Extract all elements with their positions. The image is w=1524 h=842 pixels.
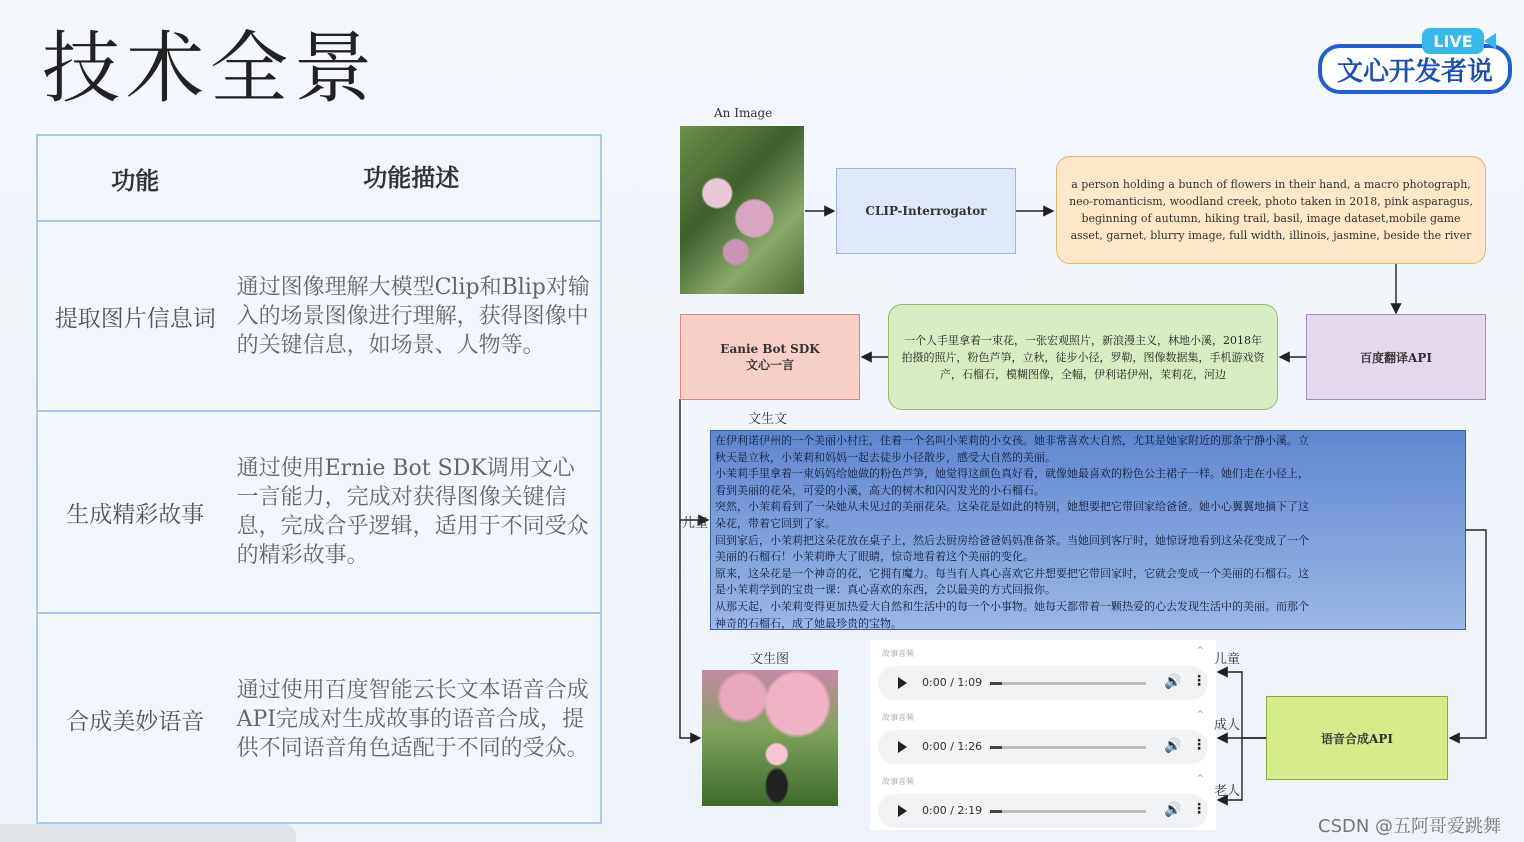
feature-description: 通过使用Ernie Bot SDK调用文心一言能力，完成对获得图像关键信息，完成合乎逻辑，适用于不同受众的精彩故事。 [236, 456, 589, 568]
volume-icon[interactable]: 🔊 [1164, 738, 1182, 754]
caption-en-box: a person holding a bunch of flowers in their hand, a macro photograph, neo-romanticism, woodland creek, photo taken in 2018, pink asparagus, beginning of autumn, hiking trail, basil, image dataset,mobile game asset, garnet, blurry image, full width, illinois, jasmine, beside the river [1056, 156, 1486, 264]
story-side-label: 儿童 [682, 516, 709, 531]
feature-name: 生成精彩故事 [66, 501, 205, 528]
more-options-icon[interactable]: ⋮ [1192, 737, 1206, 753]
caption-zh-box: 一个人手里拿着一束花，一张宏观照片，新浪漫主义，林地小溪，2018年拍摄的照片，粉色芦笋，立秋，徒步小径，罗勒，图像数据集，手机游戏资产，石榴石，模糊图像，全幅，伊利诺伊州，茉莉花，河边 [888, 304, 1278, 410]
audio-progress[interactable] [990, 682, 1146, 685]
feature-description: 通过图像理解大模型Clip和Blip对输入的场景图像进行理解，获得图像中的关键信息，如场景、人物等。 [236, 274, 590, 358]
audio-label: 故事音频 [882, 713, 914, 722]
audio-block [870, 706, 1216, 768]
audio-panel [870, 640, 1216, 830]
play-icon[interactable] [898, 677, 907, 689]
credit-watermark: CSDN @五阿哥爱跳舞 [1318, 816, 1502, 837]
generated-story-text[interactable] [710, 430, 1466, 630]
audio-player[interactable] [878, 794, 1208, 828]
audio-time: 0:00 / 2:19 [922, 804, 983, 817]
logo-text: 文心开发者说 [1318, 44, 1512, 94]
input-flower-image [680, 126, 804, 294]
story-line: 回到家后，小茉莉把这朵花放在桌子上，然后去厨房给爸爸妈妈准备茶。当她回到客厅时，她惊讶地看到这朵花变成了一个 [715, 533, 1309, 547]
audio-progress[interactable] [990, 810, 1146, 813]
audio-progress[interactable] [990, 746, 1146, 749]
story-line: 美丽的石榴石！小茉莉睁大了眼睛，惊奇地看着这个美丽的变化。 [715, 550, 1034, 564]
story-line: 突然，小茉莉看到了一朵她从未见过的美丽花朵。这朵花是如此的特别，她想要把它带回家给爸爸。她小心翼翼地摘下了这 [715, 500, 1309, 514]
story-line: 神奇的石榴石，成了她最珍贵的宝物。 [715, 616, 902, 630]
audio-label: 故事音频 [882, 649, 914, 658]
play-icon[interactable] [898, 741, 907, 753]
audio-time: 0:00 / 1:09 [922, 676, 983, 689]
player-toolbar [0, 824, 296, 842]
play-icon[interactable] [898, 805, 907, 817]
feature-name: 合成美妙语音 [66, 708, 205, 735]
more-options-icon[interactable]: ⋮ [1192, 801, 1206, 817]
live-badge: LIVE [1422, 28, 1484, 54]
audio-player[interactable] [878, 666, 1208, 700]
translate-api-box: 百度翻译API [1306, 314, 1486, 400]
story-line: 是小茉莉学到的宝贵一课：真心喜欢的东西，会以最美的方式回报你。 [715, 583, 1056, 597]
image-gen-label: 文生图 [750, 652, 790, 667]
chevron-up-icon[interactable]: ^ [1196, 646, 1204, 656]
tts-api-box: 语音合成API [1266, 696, 1448, 780]
audio-player[interactable] [878, 730, 1208, 764]
role-label-elder: 老人 [1214, 784, 1241, 799]
role-label-child: 儿童 [1214, 652, 1241, 667]
audio-block [870, 642, 1216, 704]
story-label: 文生文 [748, 412, 788, 427]
chevron-up-icon[interactable]: ^ [1196, 774, 1204, 784]
story-line: 秋天是立秋，小茉莉和妈妈一起去徒步小径散步，感受大自然的美丽。 [715, 450, 1056, 464]
story-line: 从那天起，小茉莉变得更加热爱大自然和生活中的每一个小事物。她每天都带着一颗热爱的心去发现生活中的美丽。而那个 [715, 599, 1309, 613]
generated-image [702, 670, 838, 806]
story-line: 原来，这朵花是一个神奇的花，它拥有魔力。每当有人真心喜欢它并想要把它带回家时，它就会变成一个美丽的石榴石。这 [715, 566, 1309, 580]
feature-name: 提取图片信息词 [54, 305, 216, 332]
audio-label: 故事音频 [882, 777, 914, 786]
story-line: 小茉莉手里拿着一束妈妈给她做的粉色芦笋，她觉得这颜色真好看，就像她最喜欢的粉色公主裙子一样。她们走在小径上， [715, 467, 1309, 481]
arrow-ernie-to-image [680, 520, 700, 738]
more-options-icon[interactable]: ⋮ [1192, 673, 1206, 689]
slide-title: 技术全景 [42, 24, 379, 114]
clip-interrogator-box: CLIP-Interrogator [836, 168, 1016, 254]
header-description: 功能描述 [363, 163, 460, 192]
arrow-ernie-to-story [680, 399, 708, 520]
role-label-adult: 成人 [1214, 718, 1241, 733]
story-line: 看到美丽的花朵，可爱的小溪，高大的树木和闪闪发光的小石榴石。 [715, 483, 1045, 497]
header-feature: 功能 [111, 166, 160, 195]
audio-block [870, 770, 1216, 832]
audio-time: 0:00 / 1:26 [922, 740, 983, 753]
ernie-bot-box [680, 314, 860, 400]
chevron-up-icon[interactable]: ^ [1196, 710, 1204, 720]
story-line: 朵花，带着它回到了家。 [715, 516, 836, 530]
volume-icon[interactable]: 🔊 [1164, 802, 1182, 818]
volume-icon[interactable]: 🔊 [1164, 674, 1182, 690]
feature-description: 通过使用百度智能云长文本语音合成API完成对生成故事的语音合成，提供不同语音角色适配于不同的受众。 [236, 677, 589, 761]
ernie-line1: Eanie Bot SDK [720, 342, 820, 356]
input-image-label: An Image [714, 106, 773, 120]
story-line: 在伊利诺伊州的一个美丽小村庄，住着一个名叫小茉莉的小女孩。她非常喜欢大自然，尤其是她家附近的那条宁静小溪。立 [715, 434, 1309, 447]
ernie-line2: 文心一言 [745, 358, 794, 372]
